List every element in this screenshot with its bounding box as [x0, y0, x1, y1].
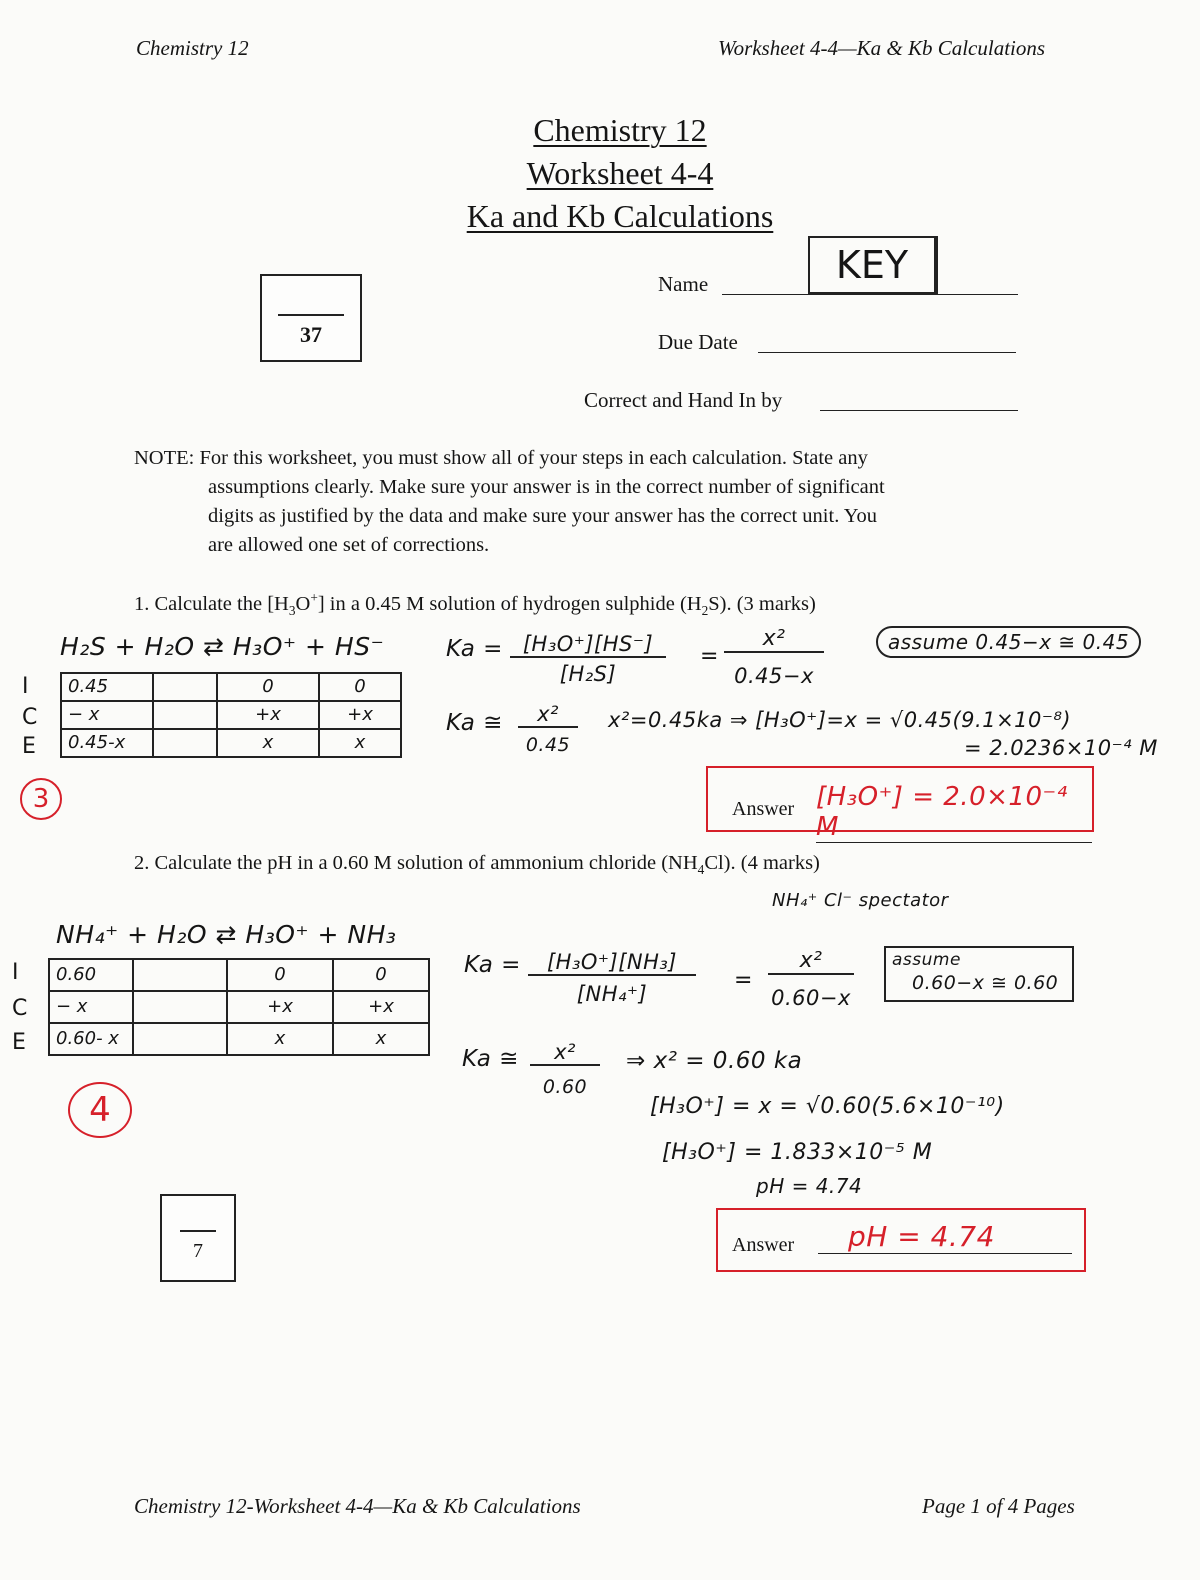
q1-ice-e-acid: 0.45-x — [61, 729, 153, 757]
q2-ice-label-i: I — [12, 960, 19, 985]
title-line2: Worksheet 4-4 — [526, 155, 714, 191]
q2-ice-label-c: C — [12, 996, 28, 1021]
q2-ice-c-h3o: +x — [227, 991, 333, 1023]
q1-ice-i-base: 0 — [319, 673, 401, 701]
question-2: 2. Calculate the pH in a 0.60 M solution of ammonium chloride $(NH_4Cl)$. (4 marks) — [134, 852, 820, 878]
q2-ice-label-e: E — [12, 1030, 26, 1055]
title-line3: Ka and Kb Calculations — [466, 198, 774, 234]
q1-step2: = 2.0236×10⁻⁴ M — [964, 736, 1158, 760]
correct-label: Correct and Hand In by — [584, 388, 783, 412]
q2-step2: [H₃O⁺] = x = √0.60(5.6×10⁻¹⁰) — [650, 1094, 1005, 1119]
q2-ice-c-base: +x — [333, 991, 429, 1023]
q1-ka-denominator: [H₂S] — [559, 662, 617, 686]
q1-ice-i-water — [153, 673, 217, 701]
note-line2: assumptions clearly. Make sure your answer is in the correct number of significant — [208, 476, 885, 498]
q1-ice-e-h3o: x — [217, 729, 319, 757]
due-date-label: Due Date — [658, 330, 738, 354]
q2-ice-c-acid: − x — [49, 991, 133, 1023]
q2-ice-e-water — [133, 1023, 227, 1055]
q2-ka-symbol: Ka = — [464, 952, 521, 978]
header-left: Chemistry 12 — [136, 36, 249, 60]
q1-ice-e-water — [153, 729, 217, 757]
q2-assumption-box — [884, 946, 1074, 1002]
q1-assumption: assume 0.45−x ≅ 0.45 — [876, 626, 1141, 658]
q1-ice-c-acid: − x — [61, 701, 153, 729]
q1-ka-symbol: Ka = — [446, 636, 503, 662]
q2-equals: = — [734, 968, 753, 993]
q2-step1: ⇒ x² = 0.60 ka — [626, 1048, 803, 1074]
q2-score-total: 7 — [193, 1240, 203, 1262]
note-line1: NOTE: For this worksheet, you must show all of your steps in each calculation. State any — [134, 447, 868, 469]
name-key-value: KEY — [808, 236, 938, 294]
q1-ice-c-h3o: +x — [217, 701, 319, 729]
q1-answer-label: Answer — [732, 798, 795, 820]
q1-answer-box — [706, 766, 1094, 842]
q1-ka-approx: Ka ≅ — [446, 710, 503, 736]
table-row — [61, 673, 401, 701]
q1-ice-i-acid: 0.45 — [61, 673, 153, 701]
q1-ice-i-h3o: 0 — [217, 673, 319, 701]
q1-x2-numerator: x² — [724, 626, 824, 653]
footer-left: Chemistry 12-Worksheet 4-4—Ka & Kb Calculations — [134, 1494, 581, 1518]
q1-ice-c-water — [153, 701, 217, 729]
q2-mark-circle: 4 — [68, 1082, 132, 1138]
q2-ice-i-acid: 0.60 — [49, 959, 133, 991]
q2-answer-value: pH = 4.74 — [818, 1220, 1072, 1254]
q2-ice-e-h3o: x — [227, 1023, 333, 1055]
q2-ice-c-water — [133, 991, 227, 1023]
q1-ice-c-base: +x — [319, 701, 401, 729]
q2-score-box — [160, 1194, 236, 1282]
q2-ka-numerator: [H₃O⁺][NH₃] — [528, 950, 696, 976]
q2-x2-denominator: 0.60−x — [771, 986, 851, 1010]
q1-ka-numerator: [H₃O⁺][HS⁻] — [510, 632, 666, 658]
q1-ice-table — [60, 672, 402, 758]
q1-ice-label-c: C — [22, 705, 38, 730]
q2-approx-denominator: 0.60 — [542, 1076, 588, 1098]
q1-mark-circle: 3 — [20, 778, 62, 820]
score-box — [260, 274, 362, 362]
table-row — [61, 729, 401, 757]
q2-ka-denominator: [NH₄⁺] — [576, 982, 648, 1006]
correct-line[interactable] — [820, 410, 1018, 411]
score-total: 37 — [300, 322, 322, 347]
q2-equation: NH₄⁺ + H₂O ⇄ H₃O⁺ + NH₃ — [56, 920, 397, 949]
q1-step: x²=0.45ka ⇒ [H₃O⁺]=x = √0.45(9.1×10⁻⁸) — [608, 708, 1072, 732]
q1-ice-label-e: E — [22, 734, 36, 759]
name-line[interactable] — [722, 294, 1018, 295]
q1-answer-value: [H₃O⁺] = 2.0×10⁻⁴ M — [816, 782, 1092, 843]
title-line1: Chemistry 12 — [533, 112, 707, 148]
header-right: Worksheet 4-4—Ka & Kb Calculations — [718, 36, 1046, 60]
q1-approx-denominator: 0.45 — [525, 734, 571, 756]
q2-ice-i-h3o: 0 — [227, 959, 333, 991]
q2-ice-e-acid: 0.60- x — [49, 1023, 133, 1055]
question-1: 1. Calculate the $[H_3O^+]$ in a 0.45 M solution of hydrogen sulphide $(H_2S)$. (3 marks) — [134, 590, 816, 618]
q2-ice-i-base: 0 — [333, 959, 429, 991]
note-line3: digits as justified by the data and make sure your answer has the correct unit. You — [208, 505, 877, 527]
q2-assume-label: assume — [892, 950, 961, 970]
note-line4: are allowed one set of corrections. — [208, 534, 490, 556]
q2-answer-label: Answer — [732, 1234, 795, 1256]
q2-x2-numerator: x² — [768, 948, 854, 975]
q1-ice-e-base: x — [319, 729, 401, 757]
name-label: Name — [658, 272, 709, 296]
q2-spectator-note: NH₄⁺ Cl⁻ spectator — [772, 890, 949, 911]
table-row — [49, 1023, 429, 1055]
q2-step4: pH = 4.74 — [756, 1174, 863, 1198]
q2-step3: [H₃O⁺] = 1.833×10⁻⁵ M — [662, 1140, 933, 1165]
note-paragraph — [134, 444, 1034, 560]
q1-equation: H₂S + H₂O ⇄ H₃O⁺ + HS⁻ — [60, 632, 385, 661]
q2-ice-i-water — [133, 959, 227, 991]
table-row — [61, 701, 401, 729]
due-date-line[interactable] — [758, 352, 1016, 353]
q1-equals: = — [700, 644, 719, 669]
q2-ice-e-base: x — [333, 1023, 429, 1055]
q2-ice-table — [48, 958, 430, 1056]
q2-ka-approx: Ka ≅ — [462, 1046, 519, 1072]
table-row — [49, 959, 429, 991]
q2-assume-value: 0.60−x ≅ 0.60 — [912, 972, 1059, 994]
footer-page-number: Page 1 of 4 Pages — [922, 1494, 1075, 1518]
q1-x2-denominator: 0.45−x — [734, 664, 814, 688]
table-row — [49, 991, 429, 1023]
q1-approx-numerator: x² — [518, 702, 578, 728]
q2-answer-box — [716, 1208, 1086, 1272]
q1-ice-label-i: I — [22, 674, 29, 699]
q2-approx-numerator: x² — [530, 1040, 600, 1066]
